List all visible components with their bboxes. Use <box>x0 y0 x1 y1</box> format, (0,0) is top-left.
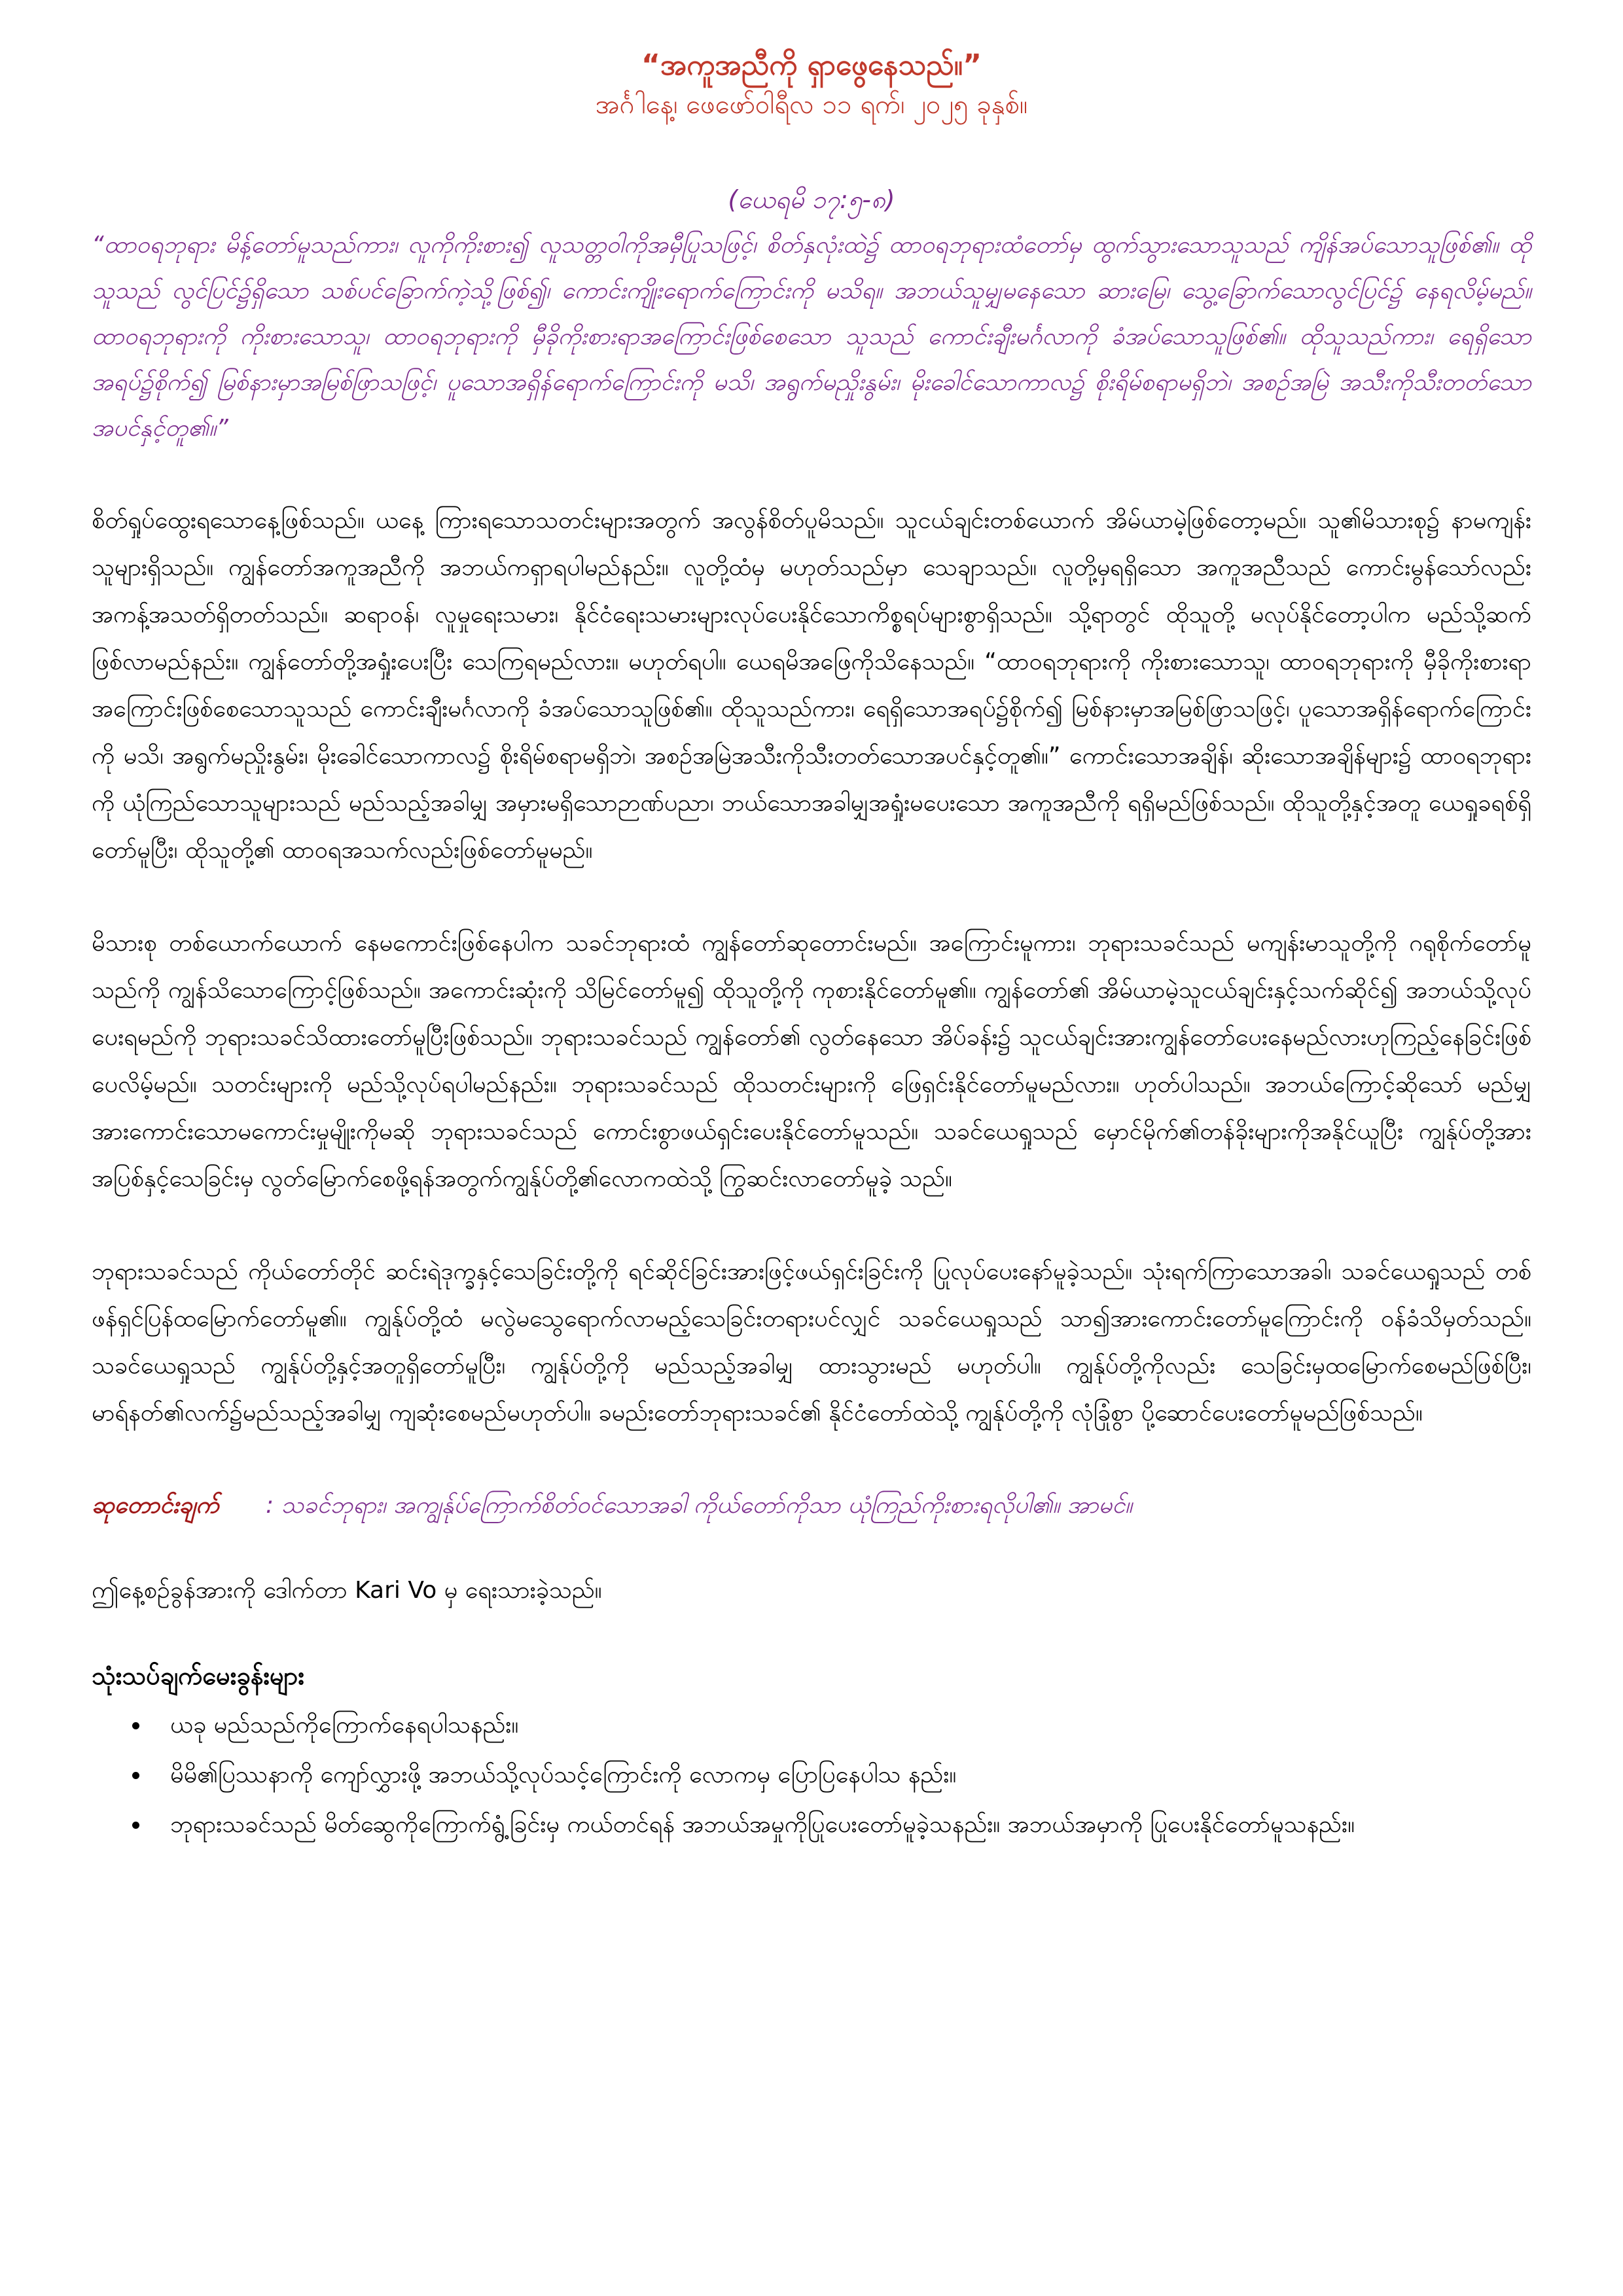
devotional-page <box>92 46 1531 1852</box>
prayer-label: ဆုတောင်းချက် <box>92 1492 219 1519</box>
body-paragraph-2: မိသားစု တစ်ယောက်ယောက် နေမကောင်းဖြစ်နေပါက သခင်ဘုရားထံ ကျွန်တော်ဆုတောင်းမည်။ အကြောင်းမူကား၊ ဘုရားသခင်သည် မကျန်းမာသူတို့ကို ဂရုစိုက်တော်မူသည်ကို ကျွန်သိသောကြောင့်ဖြစ်သည်။ အကောင်းဆုံးကို သိမြင်တော်မူ၍ ထိုသူတို့ကို ကုစားနိုင်တော်မူ၏။ ကျွန်တော်၏ အိမ်ယာမဲ့သူငယ်ချင်းနှင့်သက်ဆိုင်၍ အဘယ်သို့လုပ်ပေးရမည်ကို ဘုရားသခင်သိထားတော်မူပြီးဖြစ်သည်။ ဘုရားသခင်သည် ကျွန်တော်၏ လွတ်နေသော အိပ်ခန်း၌ သူငယ်ချင်းအားကျွန်တော်ပေးနေမည်လားဟုကြည့်နေခြင်းဖြစ်ပေလိမ့်မည်။ သတင်းများကို မည်သို့လုပ်ရပါမည်နည်း။ ဘုရားသခင်သည် ထိုသတင်းများကို ဖြေရှင်းနိုင်တော်မူမည်လား။ ဟုတ်ပါသည်။ အဘယ်ကြောင့်ဆိုသော် မည်မျှအားကောင်းသောမကောင်းမှုမျိုးကိုမဆို ဘုရားသခင်သည် ကောင်းစွာဖယ်ရှင်းပေးနိုင်တော်မူသည်။ သခင်ယေရှုသည် မှောင်မိုက်၏တန်ခိုးများကိုအနိုင်ယူပြီး ကျွန်ုပ်တို့အား အပြစ်နှင့်သေခြင်းမှ လွတ်မြောက်စေဖို့ရန်အတွက်ကျွန်ုပ်တို့၏လောကထဲသို့ ကြွဆင်းလာတော်မူခဲ့ သည်။ <box>92 930 1531 1192</box>
body-paragraph-1: စိတ်ရှုပ်ထွေးရသောနေ့ဖြစ်သည်။ ယနေ့ ကြားရသောသတင်းများအတွက် အလွန်စိတ်ပူမိသည်။ သူငယ်ချင်းတစ်ယောက် အိမ်ယာမဲ့ဖြစ်တော့မည်။ သူ၏မိသားစု၌ နာမကျန်းသူများရှိသည်။ ကျွန်တော်အကူအညီကို အဘယ်ကရှာရပါမည်နည်း။ လူတို့ထံမှ မဟုတ်သည်မှာ သေချာသည်။ လူတို့မှရရှိသော အကူအညီသည် ကောင်းမွန်သော်လည်း အကန့်အသတ်ရှိတတ်သည်။ ဆရာဝန်၊ လူမှုရေးသမား၊ နိုင်ငံရေးသမားများလုပ်ပေးနိုင်သောကိစ္စရပ်များစွာရှိသည်။ သို့ရာတွင် ထိုသူတို့ မလုပ်နိုင်တော့ပါက မည်သို့ဆက်ဖြစ်လာမည်နည်း။ ကျွန်တော်တို့အရှုံးပေးပြီး သေကြရမည်လား။ မဟုတ်ရပါ။ ယေရမိအဖြေကိုသိနေသည်။ “ထာဝရဘုရားကို ကိုးစားသောသူ၊ ထာဝရဘုရားကို မှီခိုကိုးစားရာအကြောင်းဖြစ်စေသောသူသည် ကောင်းချီးမင်္ဂလာကို ခံအပ်သောသူဖြစ်၏။ ထိုသူသည်ကား၊ ရေရှိသောအရပ်၌စိုက်၍ မြစ်နားမှာအမြစ်ဖြာသဖြင့်၊ ပူသောအရှိန်ရောက်ကြောင်းကို မသိ၊ အရွက်မညှိုးနွမ်း၊ မိုးခေါင်သောကာလ၌ စိုးရိမ်စရာမရှိဘဲ၊ အစဉ်အမြဲအသီးကိုသီးတတ်သောအပင်နှင့်တူ၏။” ကောင်းသောအချိန်၊ ဆိုးသောအချိန်များ၌ ထာဝရဘုရားကို ယုံကြည်သောသူများသည် မည်သည့်အခါမျှ အမှားမရှိသောဉာဏ်ပညာ၊ ဘယ်သောအခါမျှအရှုံးမပေးသော အကူအညီကို ရရှိမည်ဖြစ်သည်။ ထိုသူတို့နှင့်အတူ ယေရှုခရစ်ရှိ တော်မူပြီး၊ ထိုသူတို့၏ ထာဝရအသက်လည်းဖြစ်တော်မူမည်။ <box>92 507 1531 864</box>
questions-section <box>92 1653 1531 1848</box>
questions-list <box>92 1703 1531 1848</box>
questions-heading: သုံးသပ်ချက်မေးခွန်းများ <box>92 1661 305 1690</box>
page-title: “အကူအညီကို ရှာဖွေနေသည်။” <box>641 48 982 82</box>
scripture-text: “ထာဝရဘုရား မိန့်တော်မူသည်ကား၊ လူကိုကိုးစား၍ လူသတ္တဝါကိုအမှီပြုသဖြင့်၊ စိတ်နှလုံးထဲ၌ ထာဝရဘုရားထံတော်မှ ထွက်သွားသောသူသည် ကျိန်အပ်သောသူဖြစ်၏။ ထိုသူသည် လွင်ပြင်၌ရှိသော သစ်ပင်ခြောက်ကဲ့သို့ဖြစ်၍၊ ကောင်းကျိုးရောက်ကြောင်းကို မသိရ။ အဘယ်သူမျှမနေသော ဆားမြေ၊ သွေ့ခြောက်သောလွင်ပြင်၌ နေရလိမ့်မည်။ ထာဝရဘုရားကို ကိုးစားသောသူ၊ ထာဝရဘုရားကို မှီခိုကိုးစားရာအကြောင်းဖြစ်စေသော သူသည် ကောင်းချီးမင်္ဂလာကို ခံအပ်သောသူဖြစ်၏။ ထိုသူသည်ကား၊ ရေရှိသောအရပ်၌စိုက်၍ မြစ်နားမှာအမြစ်ဖြာသဖြင့်၊ ပူသောအရှိန်ရောက်ကြောင်းကို မသိ၊ အရွက်မညှိုးနွမ်း၊ မိုးခေါင်သောကာလ၌ စိုးရိမ်စရာမရှိဘဲ၊ အစဉ်အမြဲ အသီးကိုသီးတတ်သော အပင်နှင့်တူ၏။” <box>92 232 1531 442</box>
prayer-text: : သခင်ဘုရား၊ အကျွန်ုပ်ကြောက်စိတ်ဝင်သောအခါ ကိုယ်တော်ကိုသာ ယုံကြည်ကိုးစားရလိုပါ၏။ အာမင်။ <box>265 1492 1133 1519</box>
question-item-3: • ဘုရားသခင်သည် မိတ်ဆွေကိုကြောက်ရွံ့ခြင်းမှ ကယ်တင်ရန် အဘယ်အမှုကိုပြုပေးတော်မူခဲ့သနည်း။ အဘယ်အမှာကို ပြုပေးနိုင်တော်မူသနည်း။ <box>151 1802 1531 1848</box>
question-item-1: • ယခု မည်သည်ကိုကြောက်နေရပါသနည်း။ <box>151 1703 1531 1748</box>
question-item-2: • မိမိ၏ပြဿနာကို ကျော်လွှားဖို့ အဘယ်သို့လုပ်သင့်ကြောင်းကို လောကမှ ပြောပြနေပါသ နည်း။ <box>151 1752 1531 1798</box>
prayer-block <box>92 1483 1531 1528</box>
page-date: အင်္ဂါနေ့၊ ဖေဖော်ဝါရီလ ၁၁ ရက်၊ ၂၀၂၅ ခုနှစ်။ <box>595 90 1028 120</box>
scripture-reference: (ယေရမိ ၁၇:၅-၈) <box>728 185 895 214</box>
body-paragraph-3: ဘုရားသခင်သည် ကိုယ်တော်တိုင် ဆင်းရဲဒုက္ခနှင့်သေခြင်းတို့ကို ရင်ဆိုင်ခြင်းအားဖြင့်ဖယ်ရှင်းခြင်းကို ပြုလုပ်ပေးနော်မူခဲ့သည်။ သုံးရက်ကြာသောအခါ၊ သခင်ယေရှုသည် တစ်ဖန်ရှင်ပြန်ထမြောက်တော်မူ၏။ ကျွန်ုပ်တို့ထံ မလွဲမသွေရောက်လာမည့်သေခြင်းတရားပင်လျှင် သခင်ယေရှုသည် သာ၍အားကောင်းတော်မူကြောင်းကို ဝန်ခံသိမှတ်သည်။ သခင်ယေရှုသည် ကျွန်ုပ်တို့နှင့်အတူရှိတော်မူပြီး၊ ကျွန်ုပ်တို့ကို မည်သည့်အခါမျှ ထားသွားမည် မဟုတ်ပါ။ ကျွန်ုပ်တို့ကိုလည်း သေခြင်းမှထမြောက်စေမည်ဖြစ်ပြီး၊ မာရ်နတ်၏လက်၌မည်သည့်အခါမျှ ကျဆုံးစေမည်မဟုတ်ပါ။ ခမည်းတော်ဘုရားသခင်၏ နိုင်ငံတော်ထဲသို့ ကျွန်ုပ်တို့ကို လုံခြုံစွာ ပို့ဆောင်ပေးတော်မူမည်ဖြစ်သည်။ <box>92 1258 1531 1426</box>
author-note: ဤနေ့စဉ်ခွန်အားကို ဒေါက်တာ Kari Vo မှ ရေးသားခဲ့သည်။ <box>92 1577 602 1604</box>
